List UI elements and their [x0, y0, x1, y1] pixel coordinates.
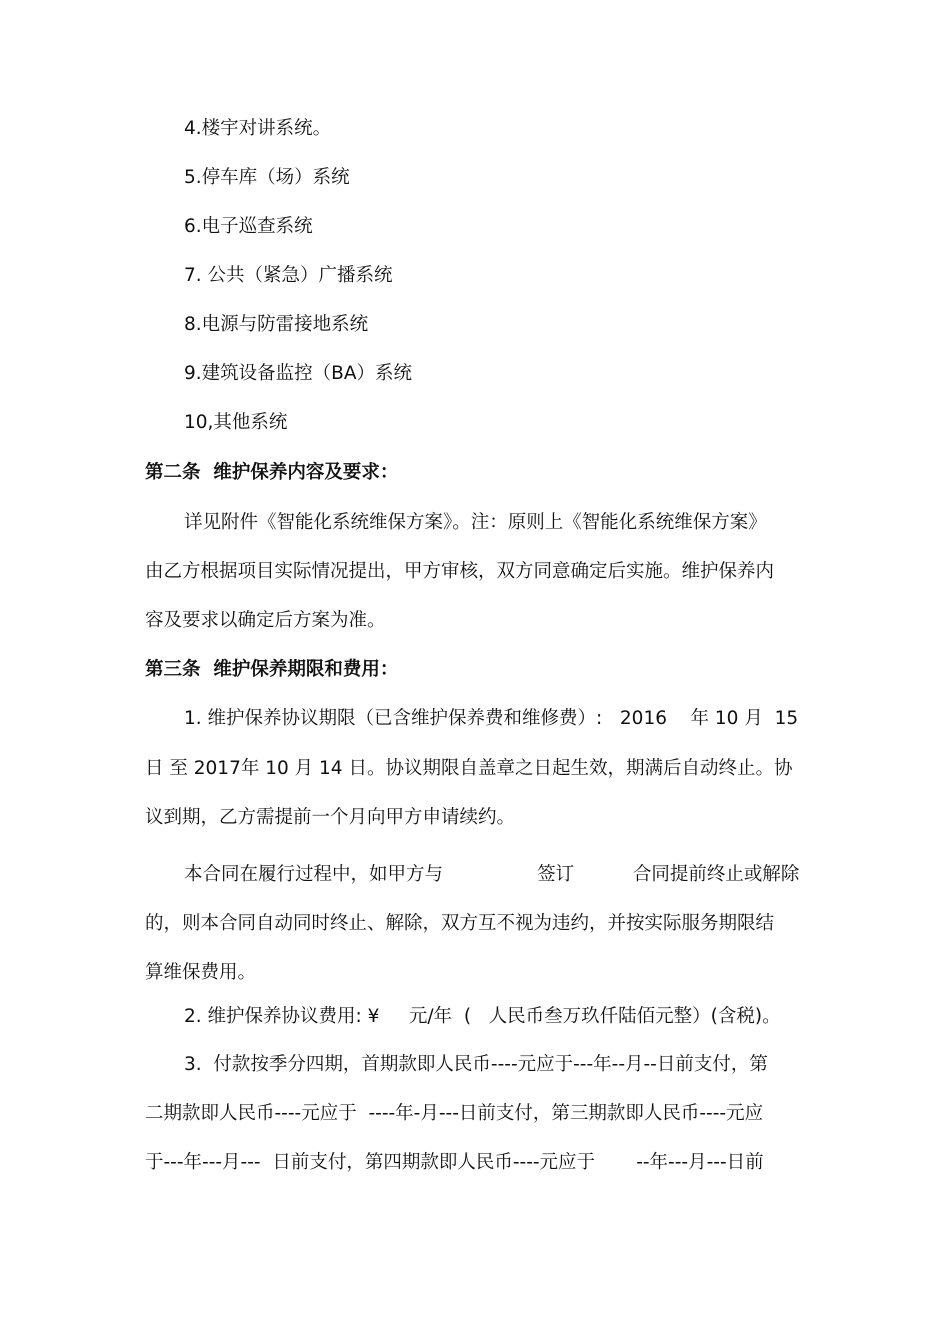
- list-item: 6.电子巡查系统: [184, 216, 313, 237]
- list-item: 4.楼宇对讲系统。: [184, 118, 332, 139]
- paragraph-line: 本合同在履行过程中，如甲方与 签订 合同提前终止或解除: [184, 864, 800, 885]
- paragraph-line: 详见附件《智能化系统维保方案》。注：原则上《智能化系统维保方案》: [184, 512, 767, 533]
- section-heading: 第二条 维护保养内容及要求：: [145, 462, 399, 483]
- paragraph-line: 2. 维护保养协议费用: ¥ 元/年 ( 人民币叁万玖仟陆佰元整）(含税)。: [184, 1006, 781, 1027]
- paragraph-line: 二期款即人民币----元应于 ----年-月---日前支付，第三期款即人民币----元应: [145, 1103, 764, 1124]
- paragraph-line: 容及要求以确定后方案为准。: [145, 610, 386, 631]
- paragraph-line: 由乙方根据项目实际情况提出，甲方审核，双方同意确定后实施。维护保养内: [145, 561, 775, 582]
- list-item: 5.停车库（场）系统: [184, 167, 350, 188]
- paragraph-line: 的，则本合同自动同时终止、解除，双方互不视为违约，并按实际服务期限结: [145, 913, 775, 934]
- section-heading: 第三条 维护保养期限和费用：: [145, 659, 399, 680]
- list-item: 8.电源与防雷接地系统: [184, 314, 369, 335]
- list-item: 7. 公共（紧急）广播系统: [184, 265, 393, 286]
- paragraph-line: 议到期，乙方需提前一个月向甲方申请续约。: [145, 807, 516, 828]
- paragraph-line: 于---年---月--- 日前支付，第四期款即人民币----元应于 --年---月---日前: [145, 1152, 764, 1173]
- paragraph-line: 1. 维护保养协议期限（已含维护保养费和维修费）: 2016 年 10 月 15: [184, 708, 799, 729]
- list-item: 10,其他系统: [184, 412, 288, 433]
- paragraph-line: 算维保费用。: [145, 962, 257, 983]
- list-item: 9.建筑设备监控（BA）系统: [184, 363, 412, 384]
- paragraph-line: 3. 付款按季分四期，首期款即人民币----元应于---年--月--日前支付，第: [184, 1054, 768, 1075]
- paragraph-line: 日 至 2017年 10 月 14 日。协议期限自盖章之日起生效，期满后自动终止。协: [145, 758, 793, 779]
